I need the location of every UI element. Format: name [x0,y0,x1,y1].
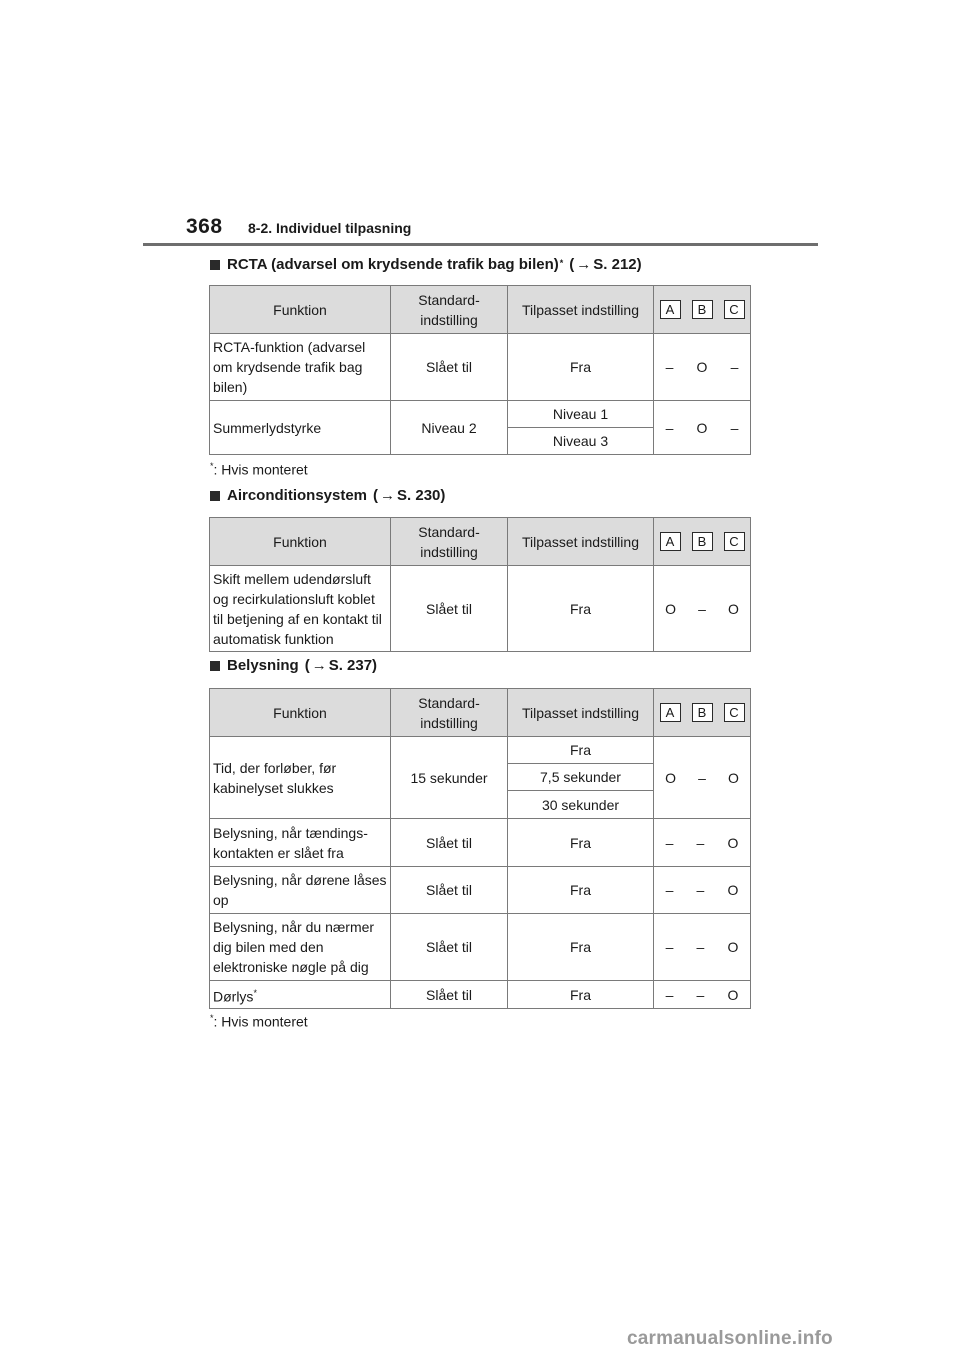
cell-a: O [665,769,676,786]
cell-b: – [698,600,706,617]
label-b: B [692,300,713,319]
table-row [210,981,751,1009]
table-row [210,819,751,867]
header-abc [654,518,751,566]
cell-c: O [728,769,739,786]
header-tilpasset: Tilpasset indstilling [508,518,654,566]
header-standard: Standard- indstilling [391,518,508,566]
cell-tilpasset: Fra [508,566,654,652]
belysning-ref-open: ( [304,657,310,674]
cell-a: – [665,939,674,955]
cell-tilpasset: 30 sekunder [508,791,654,819]
label-c: C [724,532,745,551]
table-row [210,867,751,914]
cell-a: – [665,986,674,1003]
cell-a: – [665,882,674,898]
cell-c: O [727,939,739,955]
table-header-row [210,689,751,737]
table-row [210,334,751,401]
header-funktion: Funktion [210,689,391,737]
cell-funktion: Belysning, når du nærmer dig bilen med den elektroniske nøgle på dig [210,914,391,981]
cell-a: – [665,419,674,436]
aircon-title: Airconditionsystem [227,487,368,504]
header-tilpasset: Tilpasset indstilling [508,286,654,334]
table-header-row [210,518,751,566]
belysning-heading [210,657,377,674]
footnote-text: : Hvis monteret [213,461,308,478]
heading-bullet-icon [210,661,220,671]
cell-c: O [727,986,739,1003]
cell-b: – [696,939,705,955]
cell-abc [654,981,751,1009]
aircon-heading [210,487,445,504]
cell-tilpasset: Niveau 1 [508,401,654,428]
rcta-table [209,285,751,455]
label-a: A [660,300,681,319]
cell-standard: Slået til [391,981,508,1009]
table-row [210,914,751,981]
label-b: B [692,703,713,722]
arrow-right-icon: → [311,657,327,674]
rcta-title: RCTA (advarsel om krydsende trafik bag bilen) [227,256,559,273]
page-number: 368 [186,215,223,238]
cell-abc [654,867,751,914]
aircon-ref[interactable]: S. 230) [397,487,446,504]
table-header-row [210,286,751,334]
cell-standard: Slået til [391,819,508,867]
cell-tilpasset: Fra [508,737,654,764]
footnote-mark: * [210,1013,214,1023]
cell-funktion-mark: * [253,987,257,998]
table-row [210,566,751,652]
cell-tilpasset: Fra [508,334,654,401]
footnote-text: : Hvis monteret [213,1013,308,1030]
belysning-table [209,688,751,1009]
cell-a: – [665,359,674,375]
cell-standard: Slået til [391,566,508,652]
table-row [210,401,751,428]
cell-funktion: Tid, der forløber, før kabinelyset slukkes [210,737,391,819]
cell-abc [654,334,751,401]
cell-tilpasset: Fra [508,819,654,867]
cell-c: O [727,882,739,898]
cell-b: – [696,986,705,1003]
label-a: A [660,703,681,722]
cell-abc [654,566,751,652]
cell-b: O [696,359,708,375]
cell-abc [654,819,751,867]
cell-funktion: Skift mellem udendørsluft og recirkulationsluft koblet til betjening af en kontakt til automatisk funktion [210,566,391,652]
cell-tilpasset: Niveau 3 [508,428,654,455]
cell-b: – [698,769,706,786]
cell-b: – [696,834,705,851]
cell-funktion: RCTA-funktion (advarsel om krydsende trafik bag bilen) [210,334,391,401]
arrow-right-icon: → [380,487,396,504]
belysning-ref[interactable]: S. 237) [328,657,378,674]
header-standard: Standard- indstilling [391,286,508,334]
cell-a: O [665,600,676,617]
belysning-footnote [210,1013,308,1030]
cell-tilpasset: Fra [508,981,654,1009]
label-a: A [660,532,681,551]
cell-funktion-text: Dørlys [213,988,254,1005]
cell-standard: Slået til [391,914,508,981]
cell-c: O [728,600,739,617]
section-title: 8-2. Individuel tilpasning [248,220,412,236]
cell-funktion: Belysning, når tændings-kontakten er slået fra [210,819,391,867]
cell-c: – [730,419,739,436]
cell-tilpasset: Fra [508,867,654,914]
cell-standard: Slået til [391,334,508,401]
header-tilpasset: Tilpasset indstilling [508,689,654,737]
header-abc [654,689,751,737]
cell-tilpasset: Fra [508,914,654,981]
header-divider [143,243,818,246]
cell-funktion: Belysning, når dørene låses op [210,867,391,914]
cell-c: – [730,359,739,375]
cell-abc [654,914,751,981]
cell-abc [654,401,751,455]
rcta-title-mark: * [559,257,564,268]
cell-c: O [727,834,739,851]
cell-funktion [210,981,391,1009]
footnote-mark: * [210,461,214,471]
cell-tilpasset: 7,5 sekunder [508,764,654,791]
label-c: C [724,703,745,722]
label-b: B [692,532,713,551]
watermark[interactable]: carmanualsonline.info [627,1328,833,1349]
cell-standard: Slået til [391,867,508,914]
rcta-footnote [210,461,308,478]
header-abc [654,286,751,334]
aircon-ref-open: ( [373,487,379,504]
rcta-ref-open: ( [569,256,575,273]
rcta-heading [210,256,642,273]
arrow-right-icon: → [576,256,592,273]
header-standard: Standard- indstilling [391,689,508,737]
cell-standard: 15 sekunder [391,737,508,819]
label-c: C [724,300,745,319]
table-row [210,737,751,764]
header-funktion: Funktion [210,518,391,566]
heading-bullet-icon [210,260,220,270]
belysning-title: Belysning [227,657,299,674]
cell-standard: Niveau 2 [391,401,508,455]
header-funktion: Funktion [210,286,391,334]
cell-abc [654,737,751,819]
cell-b: – [696,882,705,898]
aircon-table [209,517,751,652]
rcta-ref[interactable]: S. 212) [593,256,642,273]
heading-bullet-icon [210,491,220,501]
cell-funktion: Summerlydstyrke [210,401,391,455]
cell-b: O [696,419,708,436]
cell-a: – [665,834,674,851]
